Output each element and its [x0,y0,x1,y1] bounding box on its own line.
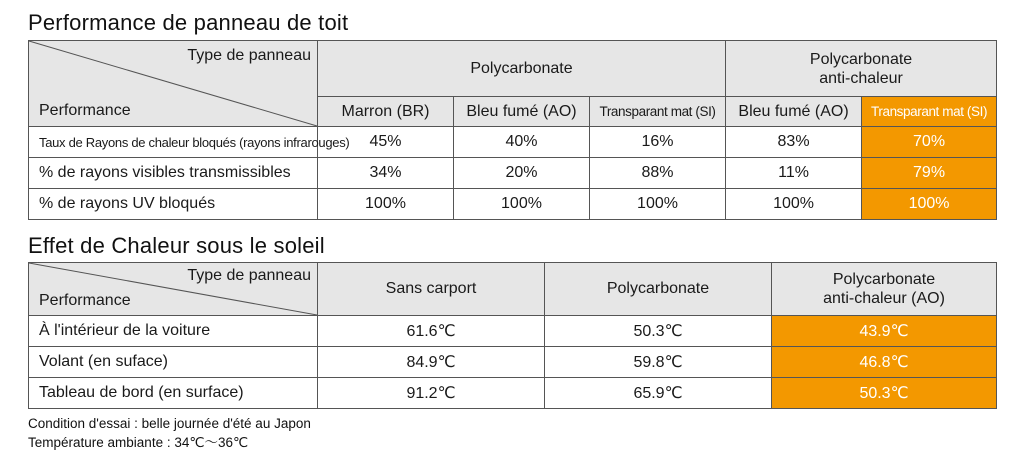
table-cell-highlight: 70% [862,127,997,158]
table-cell-highlight: 100% [862,189,997,220]
row-label: Taux de Rayons de chaleur bloqués (rayons infrarouges) [29,127,318,158]
table-cell: 100% [318,189,454,220]
note-line-ambient-temperature: Température ambiante : 34℃～36℃ [28,435,249,450]
group-header-polycarbonate: Polycarbonate [318,41,726,97]
table-row [29,347,997,378]
group-header-anti-heat-line1: Polycarbonate [809,50,913,68]
table-cell: 45% [318,127,454,158]
row-label: Tableau de bord (en surface) [29,378,318,409]
table-row [29,189,997,220]
table-cell: 100% [454,189,590,220]
column-header-anti-heat [772,263,997,316]
heat-effect-table [28,262,997,409]
column-header-anti-heat-line2: anti-chaleur (AO) [823,290,945,307]
table-cell-highlight: 43.9℃ [772,316,997,347]
column-header: Sans carport [318,263,545,316]
column-header: Bleu fumé (AO) [454,97,590,127]
table-row [29,158,997,189]
column-header: Bleu fumé (AO) [726,97,862,127]
column-header: Polycarbonate [545,263,772,316]
column-header: Marron (BR) [318,97,454,127]
table-cell: 100% [590,189,726,220]
column-header: Transparant mat (SI) [862,97,997,127]
table-cell-highlight: 46.8℃ [772,347,997,378]
table-cell: 59.8℃ [545,347,772,378]
corner-label-panel-type: Type de panneau [187,47,311,64]
table-row [29,316,997,347]
table-cell: 83% [726,127,862,158]
group-header-anti-heat [726,41,997,97]
table2-corner-cell [29,263,318,316]
table-cell: 65.9℃ [545,378,772,409]
row-label: % de rayons visibles transmissibles [29,158,318,189]
row-label: Volant (en suface) [29,347,318,378]
corner-label-performance: Performance [39,292,131,309]
corner-label-performance: Performance [39,102,131,119]
table-cell: 16% [590,127,726,158]
table2-title: Effet de Chaleur sous le soleil [28,233,325,258]
table-cell: 34% [318,158,454,189]
table-cell: 84.9℃ [318,347,545,378]
roof-panel-performance-table [28,40,997,220]
table-cell: 88% [590,158,726,189]
test-conditions-note [28,414,311,452]
table-cell: 91.2℃ [318,378,545,409]
row-label: À l'intérieur de la voiture [29,316,318,347]
table1-title: Performance de panneau de toit [28,10,349,35]
note-line-test-condition: Condition d'essai : belle journée d'été au Japon [28,416,311,431]
table-row [29,378,997,409]
table-cell: 100% [726,189,862,220]
table-cell-highlight: 79% [862,158,997,189]
table-cell: 11% [726,158,862,189]
row-label: % de rayons UV bloqués [29,189,318,220]
table-cell: 50.3℃ [545,316,772,347]
table-cell: 20% [454,158,590,189]
table-cell: 40% [454,127,590,158]
column-header-anti-heat-line1: Polycarbonate [832,271,936,288]
table1-corner-cell [29,41,318,127]
corner-label-panel-type: Type de panneau [187,267,311,284]
table-row [29,127,997,158]
group-header-anti-heat-line2: anti-chaleur [819,69,903,87]
table-cell-highlight: 50.3℃ [772,378,997,409]
column-header: Transparant mat (SI) [590,97,726,127]
table-cell: 61.6℃ [318,316,545,347]
